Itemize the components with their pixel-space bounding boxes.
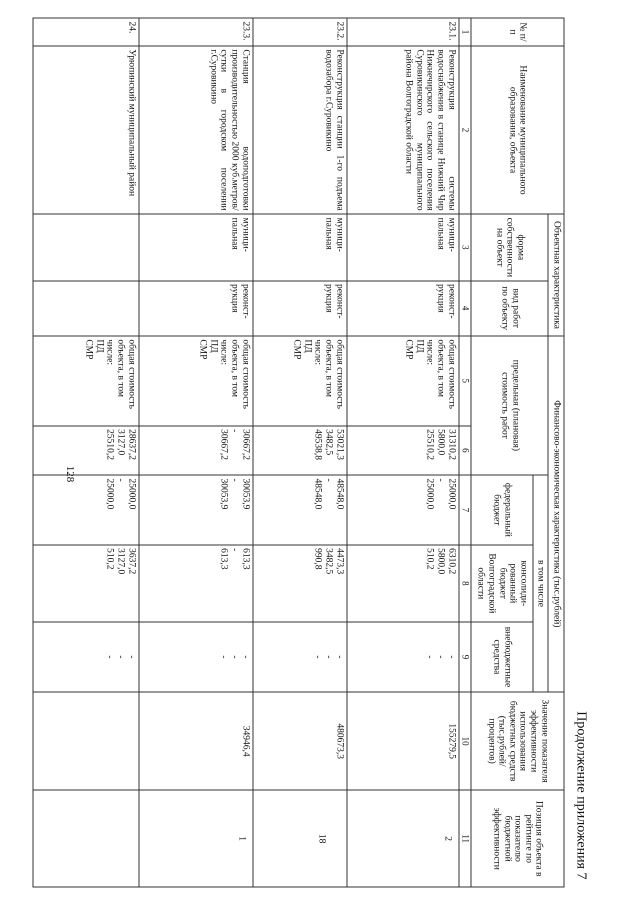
header-name: Наименование муниципального образования, объекта <box>471 46 564 214</box>
offbudget-value-cell <box>33 622 139 692</box>
cost-component: ПД <box>208 339 219 353</box>
header-federal: федеральный бюджет <box>471 475 533 545</box>
federal-budget-value: 48548,0 <box>334 478 345 510</box>
federal-budget-value-cell <box>253 475 347 545</box>
consolidated-budget-value: 3127,0 <box>115 548 126 575</box>
consolidated-budget-value-cell <box>347 545 459 622</box>
efficiency-indicator: 34946,4 <box>139 692 253 790</box>
efficiency-indicator: 155279,5 <box>347 692 459 790</box>
table-row <box>139 18 253 887</box>
limit-cost-value-cell <box>139 426 253 475</box>
federal-budget-value: 25000,0 <box>105 478 115 510</box>
header-consolidated: консолиди-рованный бюджет Волгоградской области <box>471 545 533 622</box>
header-limit-cost: предельная (плановая) стоимость работ <box>471 336 549 475</box>
ownership-form: муници-пальная <box>139 214 253 280</box>
cost-component: общая стоимость объекта, в том числе: <box>219 339 251 409</box>
col-number: 3 <box>459 214 471 280</box>
offbudget-value: - <box>435 655 446 659</box>
row-number: 23.3. <box>139 18 253 46</box>
limit-cost-value-cell <box>347 426 459 475</box>
work-type: реконст-рукция <box>253 281 347 336</box>
federal-budget-value: 25000,0 <box>446 478 457 510</box>
cost-component: СМР <box>403 339 414 360</box>
object-name: Реконструкция системы водоснабжения в станице Нижний Чир Нижнечирского сельского поселения Суровикинского муниципального района Волгоградской области <box>347 46 459 214</box>
header-object-characteristic: Объектная характеристика <box>548 214 564 336</box>
cost-component: СМР <box>197 339 208 360</box>
limit-cost-value: 25510,2 <box>105 429 115 461</box>
rating-position: 18 <box>253 790 347 887</box>
col-number: 5 <box>459 336 471 426</box>
consolidated-budget-value: 6310,2 <box>446 548 457 575</box>
header-indicator: Значение показателя эффективности использования бюджетных средств (тыс.рублей/ процентов) <box>471 692 564 790</box>
table-row <box>33 18 139 887</box>
table-row <box>253 18 347 887</box>
limit-cost-value: 30667,2 <box>219 429 229 461</box>
offbudget-value: - <box>240 655 251 659</box>
limit-cost-value: 53021,3 <box>334 429 345 461</box>
limit-cost-value: 3127,0 <box>115 429 126 456</box>
federal-budget-value: - <box>323 478 334 482</box>
offbudget-value-cell <box>253 622 347 692</box>
cost-component: СМР <box>83 339 94 360</box>
ownership-form: муници-пальная <box>347 214 459 280</box>
limit-cost-value-cell <box>33 426 139 475</box>
rating-position: 2 <box>347 790 459 887</box>
cost-component: СМР <box>291 339 302 360</box>
federal-budget-value: 30053,9 <box>240 478 251 510</box>
limit-cost-value: 5800,0 <box>435 429 446 456</box>
header-financial-characteristic: Финансово-экономическая характеристика (тыс.рублей) <box>548 336 564 692</box>
col-number: 4 <box>459 281 471 336</box>
consolidated-budget-value: 4473,3 <box>334 548 345 575</box>
cost-component-cell <box>253 336 347 426</box>
row-number: 23.1. <box>347 18 459 46</box>
cost-component: ПД <box>302 339 313 353</box>
consolidated-budget-value-cell <box>139 545 253 622</box>
offbudget-value: - <box>425 655 435 659</box>
ownership-form <box>33 214 139 280</box>
cost-component: общая стоимость объекта, в том числе: <box>105 339 137 409</box>
object-name: Реконструкция станции 1-го подъема водозабора г.Суровикино <box>253 46 347 214</box>
col-number: 11 <box>459 790 471 887</box>
continuation-title: Продолжение приложения 7 <box>573 711 589 880</box>
cost-component: ПД <box>94 339 105 353</box>
efficiency-indicator: 480673,3 <box>253 692 347 790</box>
col-number: 9 <box>459 622 471 692</box>
limit-cost-value-cell <box>253 426 347 475</box>
limit-cost-value: 30667,2 <box>240 429 251 461</box>
offbudget-value: - <box>126 655 137 659</box>
header-ownership: форма собственности на объект <box>471 214 549 280</box>
cost-component: общая стоимость объекта, в том числе: <box>425 339 457 409</box>
efficiency-indicator <box>33 692 139 790</box>
consolidated-budget-value: 3482,5 <box>323 548 334 575</box>
consolidated-budget-value-cell <box>33 545 139 622</box>
offbudget-value: - <box>115 655 126 659</box>
federal-budget-value-cell <box>33 475 139 545</box>
header-rating-position: Позиция объекта в рейтинге по показателю бюджетной эффективности <box>471 790 564 887</box>
limit-cost-value: 28637,2 <box>126 429 137 461</box>
rating-position <box>33 790 139 887</box>
cost-component-cell <box>33 336 139 426</box>
federal-budget-value: 48548,0 <box>313 478 323 510</box>
offbudget-value: - <box>334 655 345 659</box>
limit-cost-value: 25510,2 <box>425 429 435 461</box>
federal-budget-value: - <box>229 478 240 482</box>
federal-budget-value: - <box>115 478 126 482</box>
federal-budget-value: - <box>435 478 446 482</box>
consolidated-budget-value: 3637,2 <box>126 548 137 575</box>
federal-budget-value: 25000,0 <box>425 478 435 510</box>
cost-component: общая стоимость объекта, в том числе: <box>313 339 345 409</box>
col-number: 8 <box>459 545 471 622</box>
document-sheet <box>38 18 593 888</box>
work-type: реконст-рукция <box>139 281 253 336</box>
limit-cost-value: 3482,5 <box>323 429 334 456</box>
row-number: 24. <box>33 18 139 46</box>
cost-component: ПД <box>414 339 425 353</box>
offbudget-value: - <box>229 655 240 659</box>
consolidated-budget-value: 990,8 <box>313 548 323 570</box>
col-number: 1 <box>459 18 471 46</box>
object-name: Станция водоподготовки производительностью 2000 куб.метров/сутки в городском поселении г.Суровикино <box>139 46 253 214</box>
rating-position: 1 <box>139 790 253 887</box>
table-row <box>347 18 459 887</box>
consolidated-budget-value: 510,2 <box>105 548 115 570</box>
ownership-form: муници-пальная <box>253 214 347 280</box>
offbudget-value-cell <box>347 622 459 692</box>
cost-component-cell <box>347 336 459 426</box>
header-including: в том числе <box>533 475 549 692</box>
limit-cost-value: 31310,2 <box>446 429 457 461</box>
col-number: 10 <box>459 692 471 790</box>
consolidated-budget-value: 510,2 <box>425 548 435 570</box>
consolidated-budget-value: 613,3 <box>240 548 251 570</box>
federal-budget-value: 30053,9 <box>219 478 229 510</box>
federal-budget-value: 25000,0 <box>126 478 137 510</box>
federal-budget-value-cell <box>139 475 253 545</box>
consolidated-budget-value-cell <box>253 545 347 622</box>
limit-cost-value: 49538,8 <box>313 429 323 461</box>
consolidated-budget-value: 613,3 <box>219 548 229 570</box>
offbudget-value: - <box>219 655 229 659</box>
work-type: реконст-рукция <box>347 281 459 336</box>
budget-table <box>32 18 564 888</box>
row-number: 23.2. <box>253 18 347 46</box>
federal-budget-value-cell <box>347 475 459 545</box>
header-work-type: вид работ по объекту <box>471 281 549 336</box>
header-num: № п/п <box>471 18 564 46</box>
limit-cost-value: - <box>229 429 240 433</box>
col-number: 7 <box>459 475 471 545</box>
header-offbudget: внебюджетные средства <box>471 622 533 692</box>
col-number: 6 <box>459 426 471 475</box>
col-number: 2 <box>459 46 471 214</box>
offbudget-value: - <box>323 655 334 659</box>
offbudget-value: - <box>313 655 323 659</box>
consolidated-budget-value: 5800,0 <box>435 548 446 575</box>
offbudget-value-cell <box>139 622 253 692</box>
cost-component-cell <box>139 336 253 426</box>
consolidated-budget-value: - <box>229 548 240 552</box>
offbudget-value: - <box>105 655 115 659</box>
offbudget-value: - <box>446 655 457 659</box>
page-number: 128 <box>64 465 76 483</box>
work-type <box>33 281 139 336</box>
object-name: Урюпинский муниципальный район <box>33 46 139 214</box>
